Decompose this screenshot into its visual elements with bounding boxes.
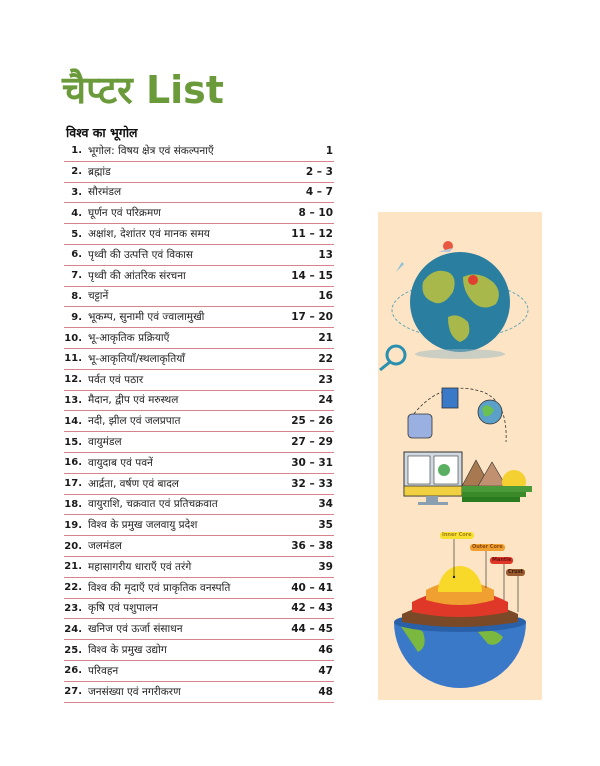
chapter-row[interactable] bbox=[64, 391, 334, 412]
chapter-row[interactable] bbox=[64, 203, 334, 224]
chapter-number: 14. bbox=[64, 415, 82, 427]
chapter-number: 4. bbox=[71, 207, 82, 219]
chapter-row[interactable] bbox=[64, 411, 334, 432]
chapter-title[interactable]: भू-आकृतियाँ/स्थलाकृतियाँ bbox=[88, 352, 186, 365]
chapter-number: 18. bbox=[64, 498, 82, 510]
chapter-row[interactable] bbox=[64, 141, 334, 162]
chapter-title[interactable]: नदी, झील एवं जलप्रपात bbox=[88, 415, 181, 428]
chapter-title[interactable]: मैदान, द्वीप एवं मरुस्थल bbox=[88, 394, 179, 407]
chapter-pages: 24 bbox=[318, 394, 333, 407]
chapter-row[interactable] bbox=[64, 557, 334, 578]
chapter-pages: 13 bbox=[318, 248, 333, 261]
chapter-row[interactable] bbox=[64, 287, 334, 308]
chapter-number: 2. bbox=[71, 166, 82, 178]
chapter-number: 13. bbox=[64, 394, 82, 406]
chapter-number: 20. bbox=[64, 540, 82, 552]
chapter-number: 25. bbox=[64, 644, 82, 656]
chapter-number: 3. bbox=[71, 186, 82, 198]
chapter-number: 7. bbox=[71, 270, 82, 282]
chapter-number: 22. bbox=[64, 582, 82, 594]
chapter-row[interactable] bbox=[64, 453, 334, 474]
chapter-title[interactable]: चट्टानें bbox=[88, 290, 109, 303]
chapter-title[interactable]: आर्द्रता, वर्षण एवं बादल bbox=[88, 477, 179, 490]
chapter-number: 10. bbox=[64, 332, 82, 344]
chapter-title[interactable]: पर्वत एवं पठार bbox=[88, 373, 144, 386]
chapter-number: 23. bbox=[64, 602, 82, 614]
chapter-row[interactable] bbox=[64, 536, 334, 557]
chapter-title[interactable]: विश्व के प्रमुख जलवायु प्रदेश bbox=[88, 519, 198, 532]
chapter-title[interactable]: वायुराशि, चक्रवात एवं प्रतिचक्रवात bbox=[88, 498, 218, 511]
chapter-number: 5. bbox=[71, 228, 82, 240]
chapter-row[interactable] bbox=[64, 682, 334, 703]
chapter-pages: 22 bbox=[318, 352, 333, 365]
section-heading: विश्व का भूगोल bbox=[66, 125, 138, 140]
chapter-number: 12. bbox=[64, 374, 82, 386]
chapter-number: 26. bbox=[64, 665, 82, 677]
chapter-number: 1. bbox=[71, 145, 82, 157]
chapter-number: 19. bbox=[64, 519, 82, 531]
chapter-title[interactable]: विश्व की मृदाएँ एवं प्राकृतिक वनस्पति bbox=[88, 581, 231, 594]
chapter-pages: 40 – 41 bbox=[291, 581, 333, 594]
chapter-pages: 48 bbox=[318, 685, 333, 698]
globe-travel-illustration bbox=[378, 232, 542, 372]
mantle-label: Mantle bbox=[492, 557, 512, 563]
chapter-pages: 27 – 29 bbox=[291, 436, 333, 449]
chapter-number: 9. bbox=[71, 311, 82, 323]
chapter-pages: 25 – 26 bbox=[291, 415, 333, 428]
chapter-row[interactable] bbox=[64, 515, 334, 536]
inner-core-label: Inner Core bbox=[442, 532, 472, 538]
chapter-pages: 36 – 38 bbox=[291, 540, 333, 553]
chapter-pages: 30 – 31 bbox=[291, 456, 333, 469]
chapter-pages: 23 bbox=[318, 373, 333, 386]
chapter-pages: 47 bbox=[318, 664, 333, 677]
outer-core-label: Outer Core bbox=[472, 544, 503, 550]
chapter-title[interactable]: वायुमंडल bbox=[88, 436, 122, 449]
chapter-pages: 8 – 10 bbox=[298, 207, 333, 220]
chapter-pages: 14 – 15 bbox=[291, 269, 333, 282]
chapter-title[interactable]: जलमंडल bbox=[88, 540, 122, 553]
chapter-title[interactable]: पृथ्वी की उत्पत्ति एवं विकास bbox=[88, 248, 194, 261]
chapter-row[interactable] bbox=[64, 162, 334, 183]
chapter-pages: 35 bbox=[318, 519, 333, 532]
chapter-number: 17. bbox=[64, 478, 82, 490]
chapter-row[interactable] bbox=[64, 370, 334, 391]
chapter-title[interactable]: सौरमंडल bbox=[88, 186, 122, 199]
chapter-pages: 21 bbox=[318, 332, 333, 345]
chapter-row[interactable] bbox=[64, 224, 334, 245]
chapter-pages: 2 – 3 bbox=[305, 165, 333, 178]
chapter-pages: 34 bbox=[318, 498, 333, 511]
chapter-number: 21. bbox=[64, 561, 82, 573]
chapter-row[interactable] bbox=[64, 661, 334, 682]
chapter-row[interactable] bbox=[64, 599, 334, 620]
chapter-pages: 44 – 45 bbox=[291, 623, 333, 636]
chapter-row[interactable] bbox=[64, 245, 334, 266]
chapter-row[interactable] bbox=[64, 349, 334, 370]
crust-label: Crust bbox=[508, 569, 524, 575]
chapter-row[interactable] bbox=[64, 640, 334, 661]
chapter-row[interactable] bbox=[64, 183, 334, 204]
chapter-row[interactable] bbox=[64, 432, 334, 453]
chapter-number: 15. bbox=[64, 436, 82, 448]
chapter-row[interactable] bbox=[64, 578, 334, 599]
chapter-title[interactable]: भू-आकृतिक प्रक्रियाएँ bbox=[88, 332, 170, 345]
chapter-title[interactable]: कृषि एवं पशुपालन bbox=[88, 602, 158, 615]
chapter-number: 16. bbox=[64, 457, 82, 469]
chapter-number: 6. bbox=[71, 249, 82, 261]
chapter-title[interactable]: भूकम्प, सुनामी एवं ज्वालामुखी bbox=[88, 311, 205, 324]
chapter-row[interactable] bbox=[64, 328, 334, 349]
illustration-panel bbox=[378, 212, 542, 700]
chapter-title[interactable]: पृथ्वी की आंतरिक संरचना bbox=[88, 269, 186, 282]
chapter-pages: 42 – 43 bbox=[291, 602, 333, 615]
chapter-title[interactable]: अक्षांश, देशांतर एवं मानक समय bbox=[88, 228, 210, 241]
chapter-row[interactable] bbox=[64, 307, 334, 328]
chapter-title[interactable]: घूर्णन एवं परिक्रमण bbox=[88, 207, 161, 220]
chapter-number: 27. bbox=[64, 686, 82, 698]
chapter-title[interactable]: भूगोल: विषय क्षेत्र एवं संकल्पनाएँ bbox=[88, 144, 214, 157]
chapter-pages: 46 bbox=[318, 644, 333, 657]
chapter-row[interactable] bbox=[64, 619, 334, 640]
chapter-title[interactable]: ब्रह्मांड bbox=[88, 165, 111, 178]
chapter-list bbox=[64, 141, 334, 703]
chapter-pages: 1 bbox=[325, 144, 333, 157]
chapter-number: 24. bbox=[64, 623, 82, 635]
chapter-row[interactable] bbox=[64, 495, 334, 516]
travel-computer-illustration bbox=[378, 382, 542, 512]
chapter-pages: 32 – 33 bbox=[291, 477, 333, 490]
page-title: चैप्टर List bbox=[62, 68, 224, 112]
chapter-pages: 39 bbox=[318, 560, 333, 573]
chapter-pages: 17 – 20 bbox=[291, 311, 333, 324]
earth-layers-illustration bbox=[378, 522, 542, 692]
chapter-pages: 4 – 7 bbox=[305, 186, 333, 199]
chapter-number: 11. bbox=[64, 353, 82, 365]
chapter-title[interactable]: वायुदाब एवं पवनें bbox=[88, 456, 153, 469]
chapter-title[interactable]: महासागरीय धाराएँ एवं तरंगे bbox=[88, 560, 192, 573]
chapter-number: 8. bbox=[71, 290, 82, 302]
chapter-row[interactable] bbox=[64, 474, 334, 495]
chapter-pages: 11 – 12 bbox=[291, 228, 333, 241]
chapter-title[interactable]: विश्व के प्रमुख उद्योग bbox=[88, 644, 167, 657]
chapter-row[interactable] bbox=[64, 266, 334, 287]
chapter-pages: 16 bbox=[318, 290, 333, 303]
chapter-title[interactable]: परिवहन bbox=[88, 664, 119, 677]
chapter-title[interactable]: जनसंख्या एवं नगरीकरण bbox=[88, 685, 181, 698]
chapter-title[interactable]: खनिज एवं ऊर्जा संसाधन bbox=[88, 623, 183, 636]
